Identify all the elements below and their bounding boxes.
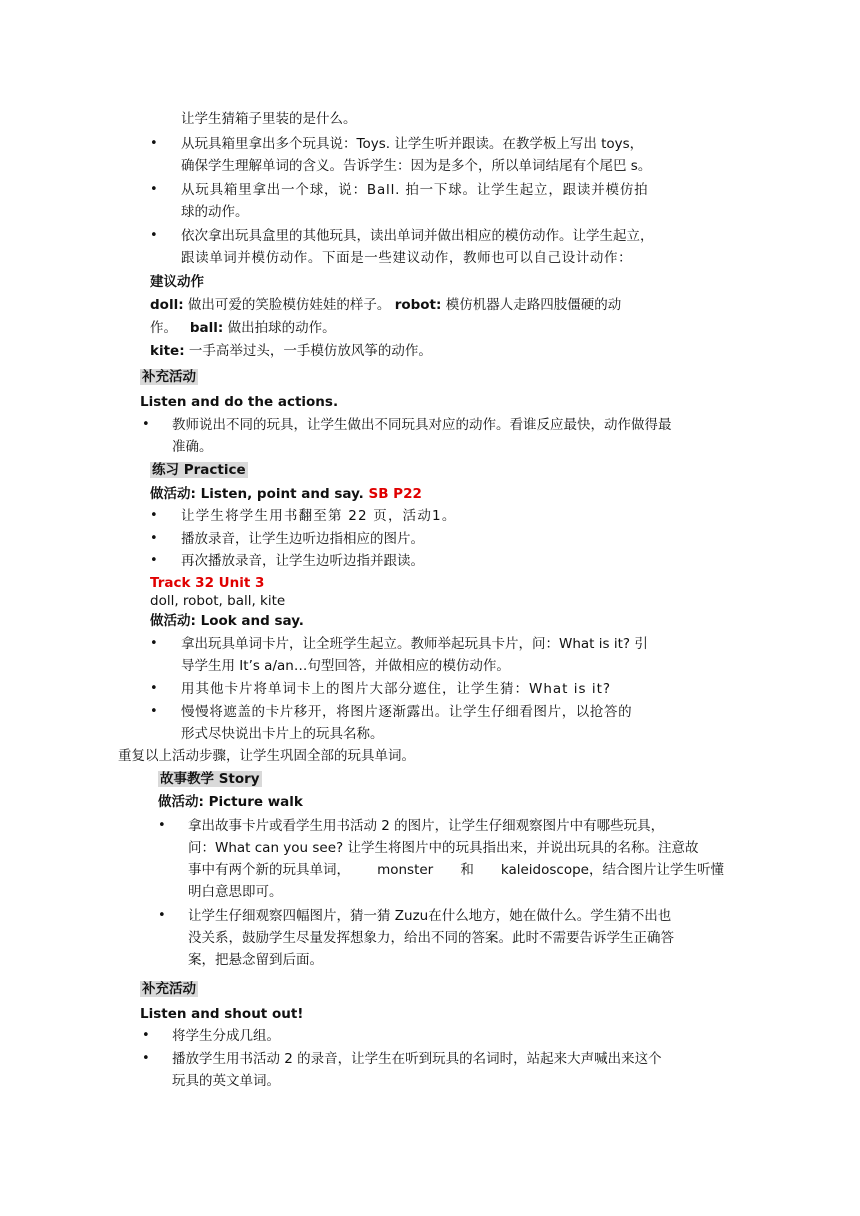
activity-title [150, 484, 422, 504]
page-reference: SB P22 [363, 486, 422, 502]
section-heading [158, 769, 262, 789]
bullet-icon: • [150, 681, 158, 696]
text-line [188, 860, 724, 880]
bullet-icon: • [150, 553, 158, 568]
shaded-heading: 补充活动 [142, 981, 196, 997]
shaded-heading: 故事教学 Story [160, 771, 260, 787]
shaded-heading: 练习 Practice [152, 462, 246, 478]
activity-name: Look and say. [195, 613, 304, 629]
text-line: 重复以上活动步骤，让学生巩固全部的玩具单词。 [118, 748, 415, 764]
text-line: 播放录音，让学生边听边指相应的图片。 [181, 531, 424, 547]
keyword: doll: [150, 297, 184, 313]
text-run: 模仿机器人走路四肢僵硬的动 [441, 297, 622, 313]
bullet-icon: • [158, 908, 166, 923]
text-run: monster [377, 862, 434, 878]
text-line: 跟读单词并模仿动作。下面是一些建议动作，教师也可以自己设计动作： [181, 250, 633, 266]
text-line: 再次播放录音，让学生边听边指并跟读。 [181, 553, 424, 569]
text-line: 用其他卡片将单词卡上的图片大部分遮住，让学生猜：What is it? [181, 681, 612, 697]
text-line: 拿出故事卡片或看学生用书活动 2 的图片，让学生仔细观察图片中有哪些玩具， [188, 818, 665, 834]
section-heading [140, 979, 198, 999]
activity-title: Listen and do the actions. [140, 394, 339, 410]
bullet-icon: • [150, 531, 158, 546]
text-line: 拿出玩具单词卡片，让全班学生起立。教师举起玩具卡片，问：What is it? 引 [181, 636, 648, 652]
bullet-icon: • [150, 136, 158, 151]
activity-label: 做活动: [150, 613, 196, 629]
text-line: 形式尽快说出卡片上的玩具名称。 [181, 726, 384, 742]
text-line: 问：What can you see? 让学生将图片中的玩具指出来，并说出玩具的名称。注意故 [188, 840, 699, 856]
activity-title [158, 792, 303, 812]
bullet-icon: • [150, 704, 158, 719]
text-run: 事中有两个新的玩具单词， [188, 862, 350, 878]
track-words: doll, robot, ball, kite [150, 593, 286, 609]
text-line: 播放学生用书活动 2 的录音，让学生在听到玩具的名词时，站起来大声喊出来这个 [172, 1051, 662, 1067]
text-line: 没关系，鼓励学生尽量发挥想象力，给出不同的答案。此时不需要告诉学生正确答 [188, 930, 674, 946]
text-line: 从玩具箱里拿出多个玩具说：Toys. 让学生听并跟读。在教学板上写出 toys， [181, 136, 644, 152]
text-line: 教师说出不同的玩具，让学生做出不同玩具对应的动作。看谁反应最快，动作做得最 [172, 417, 672, 433]
section-heading [150, 460, 248, 480]
keyword: ball: [189, 320, 224, 336]
text-line: 将学生分成几组。 [172, 1028, 280, 1044]
bullet-icon: • [142, 417, 150, 432]
text-run: 一手高举过头，一手模仿放风筝的动作。 [184, 343, 432, 359]
text-line: 明白意思即可。 [188, 884, 283, 900]
text-line: 导学生用 It’s a/an…句型回答，并做相应的模仿动作。 [181, 658, 510, 674]
activity-title [150, 611, 304, 631]
shaded-heading: 补充活动 [142, 369, 196, 385]
activity-label: 做活动: [150, 486, 196, 502]
text-line: 让学生将学生用书翻至第 22 页，活动1。 [181, 508, 457, 524]
section-heading: 建议动作 [150, 274, 204, 290]
text-line [150, 295, 621, 315]
text-run: 做出拍球的动作。 [223, 320, 336, 336]
text-line: 确保学生理解单词的含义。告诉学生：因为是多个，所以单词结尾有个尾巴 s。 [181, 158, 652, 174]
text-line: 玩具的英文单词。 [172, 1073, 280, 1089]
text-line: 从玩具箱里拿出一个球，说：Ball. 拍一下球。让学生起立，跟读并模仿拍 [181, 182, 649, 198]
text-line [150, 341, 432, 361]
bullet-icon: • [150, 636, 158, 651]
text-line: 球的动作。 [181, 204, 249, 220]
bullet-icon: • [150, 228, 158, 243]
text-line [150, 318, 336, 338]
text-line: 让学生猜箱子里装的是什么。 [181, 111, 357, 127]
text-line: 慢慢将遮盖的卡片移开，将图片逐渐露出。让学生仔细看图片，以抢答的 [181, 704, 633, 720]
text-run: 和 [460, 862, 474, 878]
activity-name: Picture walk [203, 794, 303, 810]
text-run: 作。 [150, 320, 177, 336]
bullet-icon: • [142, 1028, 150, 1043]
text-line: 案，把悬念留到后面。 [188, 952, 323, 968]
activity-title: Listen and shout out! [140, 1006, 304, 1022]
text-line: 依次拿出玩具盒里的其他玩具，读出单词并做出相应的模仿动作。让学生起立， [181, 228, 654, 244]
text-line: 准确。 [172, 439, 213, 455]
bullet-icon: • [150, 508, 158, 523]
bullet-icon: • [150, 182, 158, 197]
text-run: 做出可爱的笑脸模仿娃娃的样子。 [183, 297, 391, 313]
section-heading [140, 367, 198, 387]
bullet-icon: • [158, 818, 166, 833]
text-line: 让学生仔细观察四幅图片，猜一猜 Zuzu在什么地方，她在做什么。学生猜不出也 [188, 908, 672, 924]
activity-name: Listen, point and say. [195, 486, 364, 502]
text-run: kaleidoscope，结合图片让学生听懂 [500, 862, 724, 878]
bullet-icon: • [142, 1051, 150, 1066]
keyword: robot: [394, 297, 442, 313]
track-label: Track 32 Unit 3 [150, 575, 265, 591]
keyword: kite: [150, 343, 185, 359]
activity-label: 做活动: [158, 794, 204, 810]
